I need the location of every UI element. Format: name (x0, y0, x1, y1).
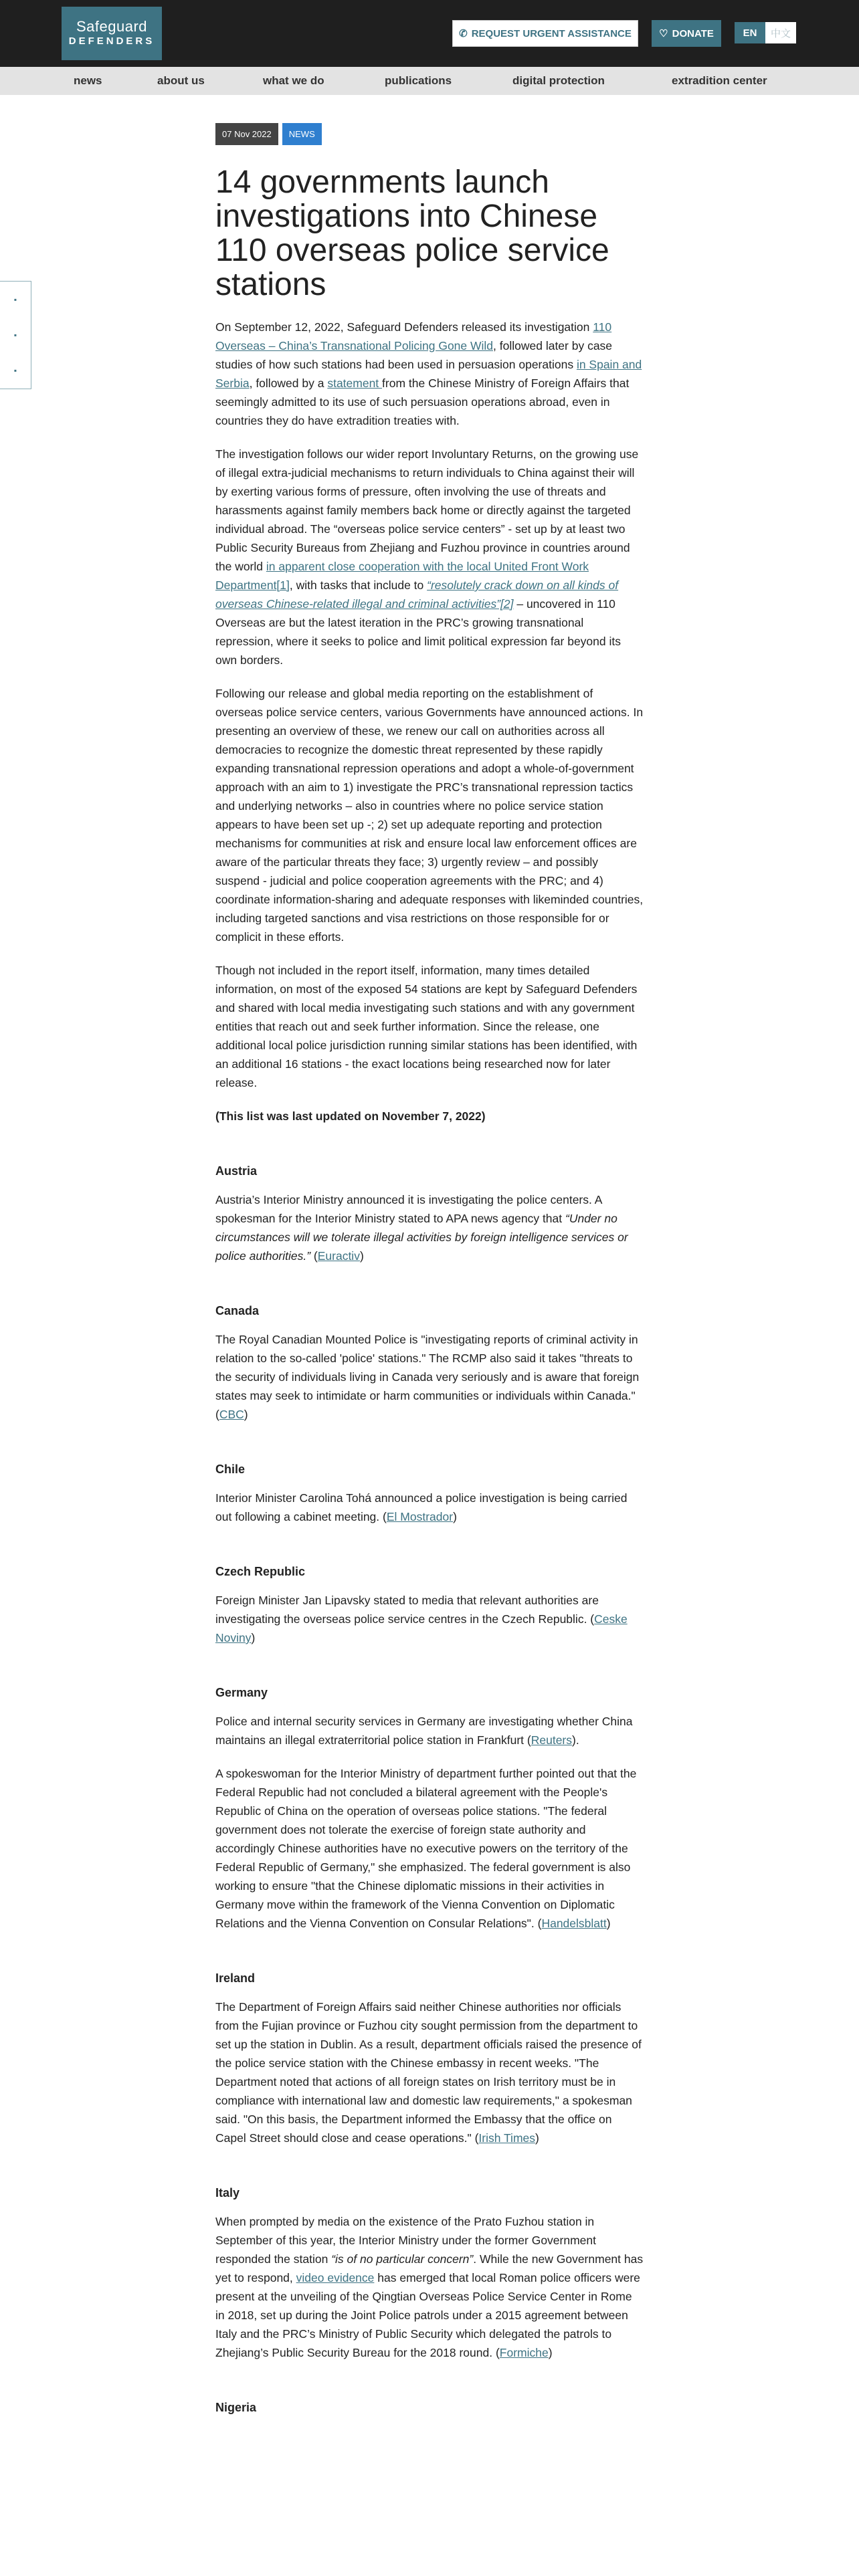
logo-line-2: DEFENDERS (68, 35, 155, 47)
share-icon[interactable]: ▪ (13, 330, 17, 340)
nav-news[interactable]: news (74, 74, 102, 87)
text: , followed by a (249, 377, 328, 390)
text: Interior Minister Carolina Tohá announced a police investigation is being carried out following a cabinet meeting. (215, 1491, 628, 1523)
paragraph: The Department of Foreign Affairs said neither Chinese authorities nor officials from the Fujian province or Fuzhou city sought permission from the department to set up the station in Dublin. As a result, department officials raised the presence of the police service station with the Chinese embassy in recent weeks. "The Department noted that actions of all foreign states on Irish territory must be in compliance with international law and domestic law requirements," a spokesman said. "On this basis, the Department informed the Embassy that the office on Capel Street should close and cease operations." (Irish Times) (215, 2000, 642, 2145)
paragraph: Police and internal security services in Germany are investigating whether China maintains an illegal extraterritorial police station in Frankfurt (Reuters). (215, 1715, 633, 1747)
source-link[interactable]: El Mostrador (386, 1510, 454, 1523)
statement-link[interactable]: statement (327, 377, 383, 390)
paragraph: Following our release and global media reporting on the establishment of overseas police service centers, various Governments have announced actions. In presenting an overview of these, we renew our call on authorities across all democracies to recognize the domestic threat represented by these rapidly expanding transnational repression operations and adopt a whole-of-government approach with an aim to 1) investigate the PRC’s transnational repression tactics and underlying networks – also in countries where no police service station appears to have been set up -; 2) set up adequate reporting and protection mechanisms for communities at risk and ensure local law enforcement offices are aware of the particular threats they face; 3) urgently review – and possibly suspend - judicial and police cooperation agreements with the PRC; and 4) coordinate information-sharing and adequate responses with likeminded countries, including targeted sanctions and visa restrictions on those responsible for or complicit in these efforts. (215, 687, 644, 944)
nav-publications[interactable]: publications (385, 74, 452, 87)
share-sidebar (0, 281, 31, 389)
country-heading: Italy (215, 2186, 240, 2199)
heart-icon: ♡ (659, 28, 668, 39)
text: Police and internal security services in Germany are investigating whether China maintains an illegal extraterritorial police station in Frankfurt (215, 1715, 633, 1747)
text: from the Chinese Ministry of Foreign Affairs that seemingly admitted to its use of such persuasion operations abroad, even in countries they do have extradition treaties with. (215, 377, 630, 427)
country-heading: Czech Republic (215, 1565, 306, 1578)
crackdown-link[interactable]: “resolutely crack down on all kinds of overseas Chinese-related illegal and criminal activities”[2] (215, 578, 619, 611)
country-heading: Nigeria (215, 2401, 257, 2414)
paragraph: Interior Minister Carolina Tohá announced a police investigation is being carried out following a cabinet meeting. (El Mostrador) (215, 1491, 628, 1523)
paragraph: Though not included in the report itself, information, many times detailed information, on most of the exposed 54 stations are kept by Safeguard Defenders and shared with local media investigating such stations and with any government entities that reach out and seek further information. Since the release, one additional local police jurisdiction running similar stations has been identified, with an additional 16 stations - the exact locations being researched now for later release. (215, 964, 638, 1089)
text: On September 12, 2022, Safeguard Defenders released its investigation (215, 320, 593, 334)
main-nav (0, 67, 859, 95)
text: . While the new Government has yet to respond, (215, 2252, 644, 2284)
quote: “Under no circumstances will we tolerate illegal activities by foreign intelligence services or police authorities.” (215, 1212, 628, 1263)
text: Foreign Minister Jan Lipavsky stated to media that relevant authorities are investigating the overseas police service centres in the Czech Republic. (215, 1594, 599, 1626)
paragraph (215, 445, 644, 669)
report-link[interactable]: 110 Overseas – China’s Transnational Policing Gone Wild (215, 320, 612, 352)
top-header (0, 0, 859, 67)
lang-en-button[interactable]: EN (735, 22, 765, 43)
paragraph: Austria’s Interior Ministry announced it is investigating the police centers. A spokesman for the Interior Ministry stated to APA news agency that “Under no circumstances will we tolerate illegal activities by foreign intelligence services or police authorities.” (Euractiv) (215, 1193, 628, 1263)
paragraph (215, 318, 644, 430)
phone-icon: ✆ (459, 28, 468, 39)
country-heading: Ireland (215, 1971, 256, 1985)
country-heading: Chile (215, 1463, 246, 1476)
text: The Department of Foreign Affairs said neither Chinese authorities nor officials from the Fujian province or Fuzhou city sought permission from the department to set up the station in Dublin. As a result, department officials raised the presence of the police service station with the Chinese embassy in recent weeks. "The Department noted that actions of all foreign states on Irish territory must be in compliance with international law and domestic law requirements," a spokesman said. "On this basis, the Department informed the Embassy that the office on Capel Street should close and cease operations." (215, 2000, 642, 2145)
case-study-link[interactable]: in Spain and Serbia (215, 358, 642, 390)
nav-digital-protection[interactable]: digital protection (512, 74, 605, 87)
page-title: 14 governments launch investigations into Chinese 110 overseas police service stations (215, 165, 609, 302)
donate-label: DONATE (672, 27, 714, 39)
request-urgent-assistance-button[interactable] (452, 20, 638, 47)
source-link[interactable]: Handelsblatt (541, 1917, 607, 1930)
category-badge[interactable]: NEWS (282, 123, 322, 145)
quote: “is of no particular concern” (331, 2252, 474, 2266)
country-heading: Canada (215, 1304, 260, 1317)
article-date: 07 Nov 2022 (215, 123, 278, 145)
country-heading: Germany (215, 1686, 268, 1699)
text: A spokeswoman for the Interior Ministry of department further pointed out that the Federal Republic had not concluded a bilateral agreement with the People's Republic of China on the operation of overseas police stations. "The federal government does not tolerate the exercise of foreign state authority and accordingly Chinese authorities have no executive powers on the territory of the Federal Republic of Germany," she emphasized. The federal government is also working to ensure "that the Chinese diplomatic missions in their activities in Germany move within the framework of the Vienna Convention on Diplomatic Relations and the Vienna Convention on Consular Relations". (215, 1767, 637, 1930)
country-heading: Austria (215, 1164, 258, 1178)
logo-line-1: Safeguard (76, 18, 148, 35)
share-icon[interactable]: ▪ (13, 366, 17, 376)
lang-zh-button[interactable]: 中文 (765, 22, 796, 43)
article (215, 123, 644, 2427)
nav-extradition-center[interactable]: extradition center (672, 74, 767, 87)
article-meta (215, 123, 644, 145)
text: Austria’s Interior Ministry announced it is investigating the police centers. A spokesman for the Interior Ministry stated to APA news agency that (215, 1193, 602, 1225)
urgent-label: REQUEST URGENT ASSISTANCE (471, 27, 632, 39)
paragraph: Foreign Minister Jan Lipavsky stated to media that relevant authorities are investigating the overseas police service centres in the Czech Republic. (Ceske Noviny) (215, 1594, 628, 1644)
nav-what-we-do[interactable]: what we do (263, 74, 324, 87)
text: When prompted by media on the existence of the Prato Fuzhou station in September of this year, the Interior Ministry under the former Government responded the station (215, 2215, 596, 2266)
logo[interactable] (62, 7, 162, 60)
source-link[interactable]: Irish Times (478, 2131, 536, 2145)
share-icon[interactable]: ▪ (13, 294, 17, 304)
paragraph: When prompted by media on the existence of the Prato Fuzhou station in September of this year, the Interior Ministry under the former Government responded the station “is of no particular concern”. While the new Government has yet to respond, video evidence has emerged that local Roman police officers were present at the unveiling of the Qingtian Overseas Police Service Center in Rome in 2018, set up during the Joint Police patrols under a 2015 agreement between Italy and the PRC’s Ministry of Public Security which delegated the patrols to Zhejiang’s Public Security Bureau for the 2018 round. (Formiche) (215, 2215, 644, 2359)
language-switcher (735, 22, 796, 43)
text: , followed later by case studies of how such stations had been used in persuasion operations (215, 339, 613, 371)
text: , with tasks that include to (289, 578, 427, 592)
text: The investigation follows our wider report Involuntary Returns, on the growing use of illegal extra-judicial mechanisms to return individuals to China against their will by exerting various forms of pressure, often involving the use of threats and harassments against family members back home or directly against the targeted individual abroad. The “overseas police service centers” - set up by at least two Public Security Bureaus from Zhejiang and Fuzhou province in countries around the world (215, 447, 639, 573)
paragraph: The Royal Canadian Mounted Police is "investigating reports of criminal activity in relation to the so-called 'police' stations." The RCMP also said it takes "threats to the security of individuals living in Canada very seriously and is aware that foreign states may seek to intimidate or harm communities or individuals within Canada." (CBC) (215, 1333, 640, 1421)
text: – uncovered in 110 Overseas are but the latest iteration in the PRC’s growing transnational repression, where it seeks to police and limit political expression far beyond its own borders. (215, 597, 621, 667)
donate-button[interactable] (652, 20, 721, 47)
text: has emerged that local Roman police officers were present at the unveiling of the Qingtian Overseas Police Service Center in Rome in 2018, set up during the Joint Police patrols under a 2015 agreement between Italy and the PRC’s Ministry of Public Security which delegated the patrols to Zhejiang’s Public Security Bureau for the 2018 round. (215, 2271, 640, 2359)
source-link[interactable]: Euractiv (317, 1249, 360, 1263)
source-link[interactable]: Reuters (531, 1733, 573, 1747)
paragraph: A spokeswoman for the Interior Ministry of department further pointed out that the Federal Republic had not concluded a bilateral agreement with the People's Republic of China on the operation of overseas police stations. "The federal government does not tolerate the exercise of foreign state authority and accordingly Chinese authorities have no executive powers on the territory of the Federal Republic of Germany," she emphasized. The federal government is also working to ensure "that the Chinese diplomatic missions in their activities in Germany move within the framework of the Vienna Convention on Diplomatic Relations and the Vienna Convention on Consular Relations". (Handelsblatt) (215, 1767, 637, 1930)
ufwd-link[interactable]: in apparent close cooperation with the local United Front Work Department[1] (215, 560, 589, 592)
video-evidence-link[interactable]: video evidence (296, 2271, 375, 2284)
nav-about-us[interactable]: about us (157, 74, 205, 87)
source-link[interactable]: Ceske Noviny (215, 1612, 628, 1644)
text: The Royal Canadian Mounted Police is "investigating reports of criminal activity in relation to the so-called 'police' stations." The RCMP also said it takes "threats to the security of individuals living in Canada very seriously and is aware that foreign states may seek to intimidate or harm communities or individuals within Canada." (215, 1333, 640, 1402)
source-link[interactable]: Formiche (499, 2346, 549, 2359)
source-link[interactable]: CBC (219, 1408, 244, 1421)
last-updated-note: (This list was last updated on November 7, 2022) (215, 1109, 486, 1123)
